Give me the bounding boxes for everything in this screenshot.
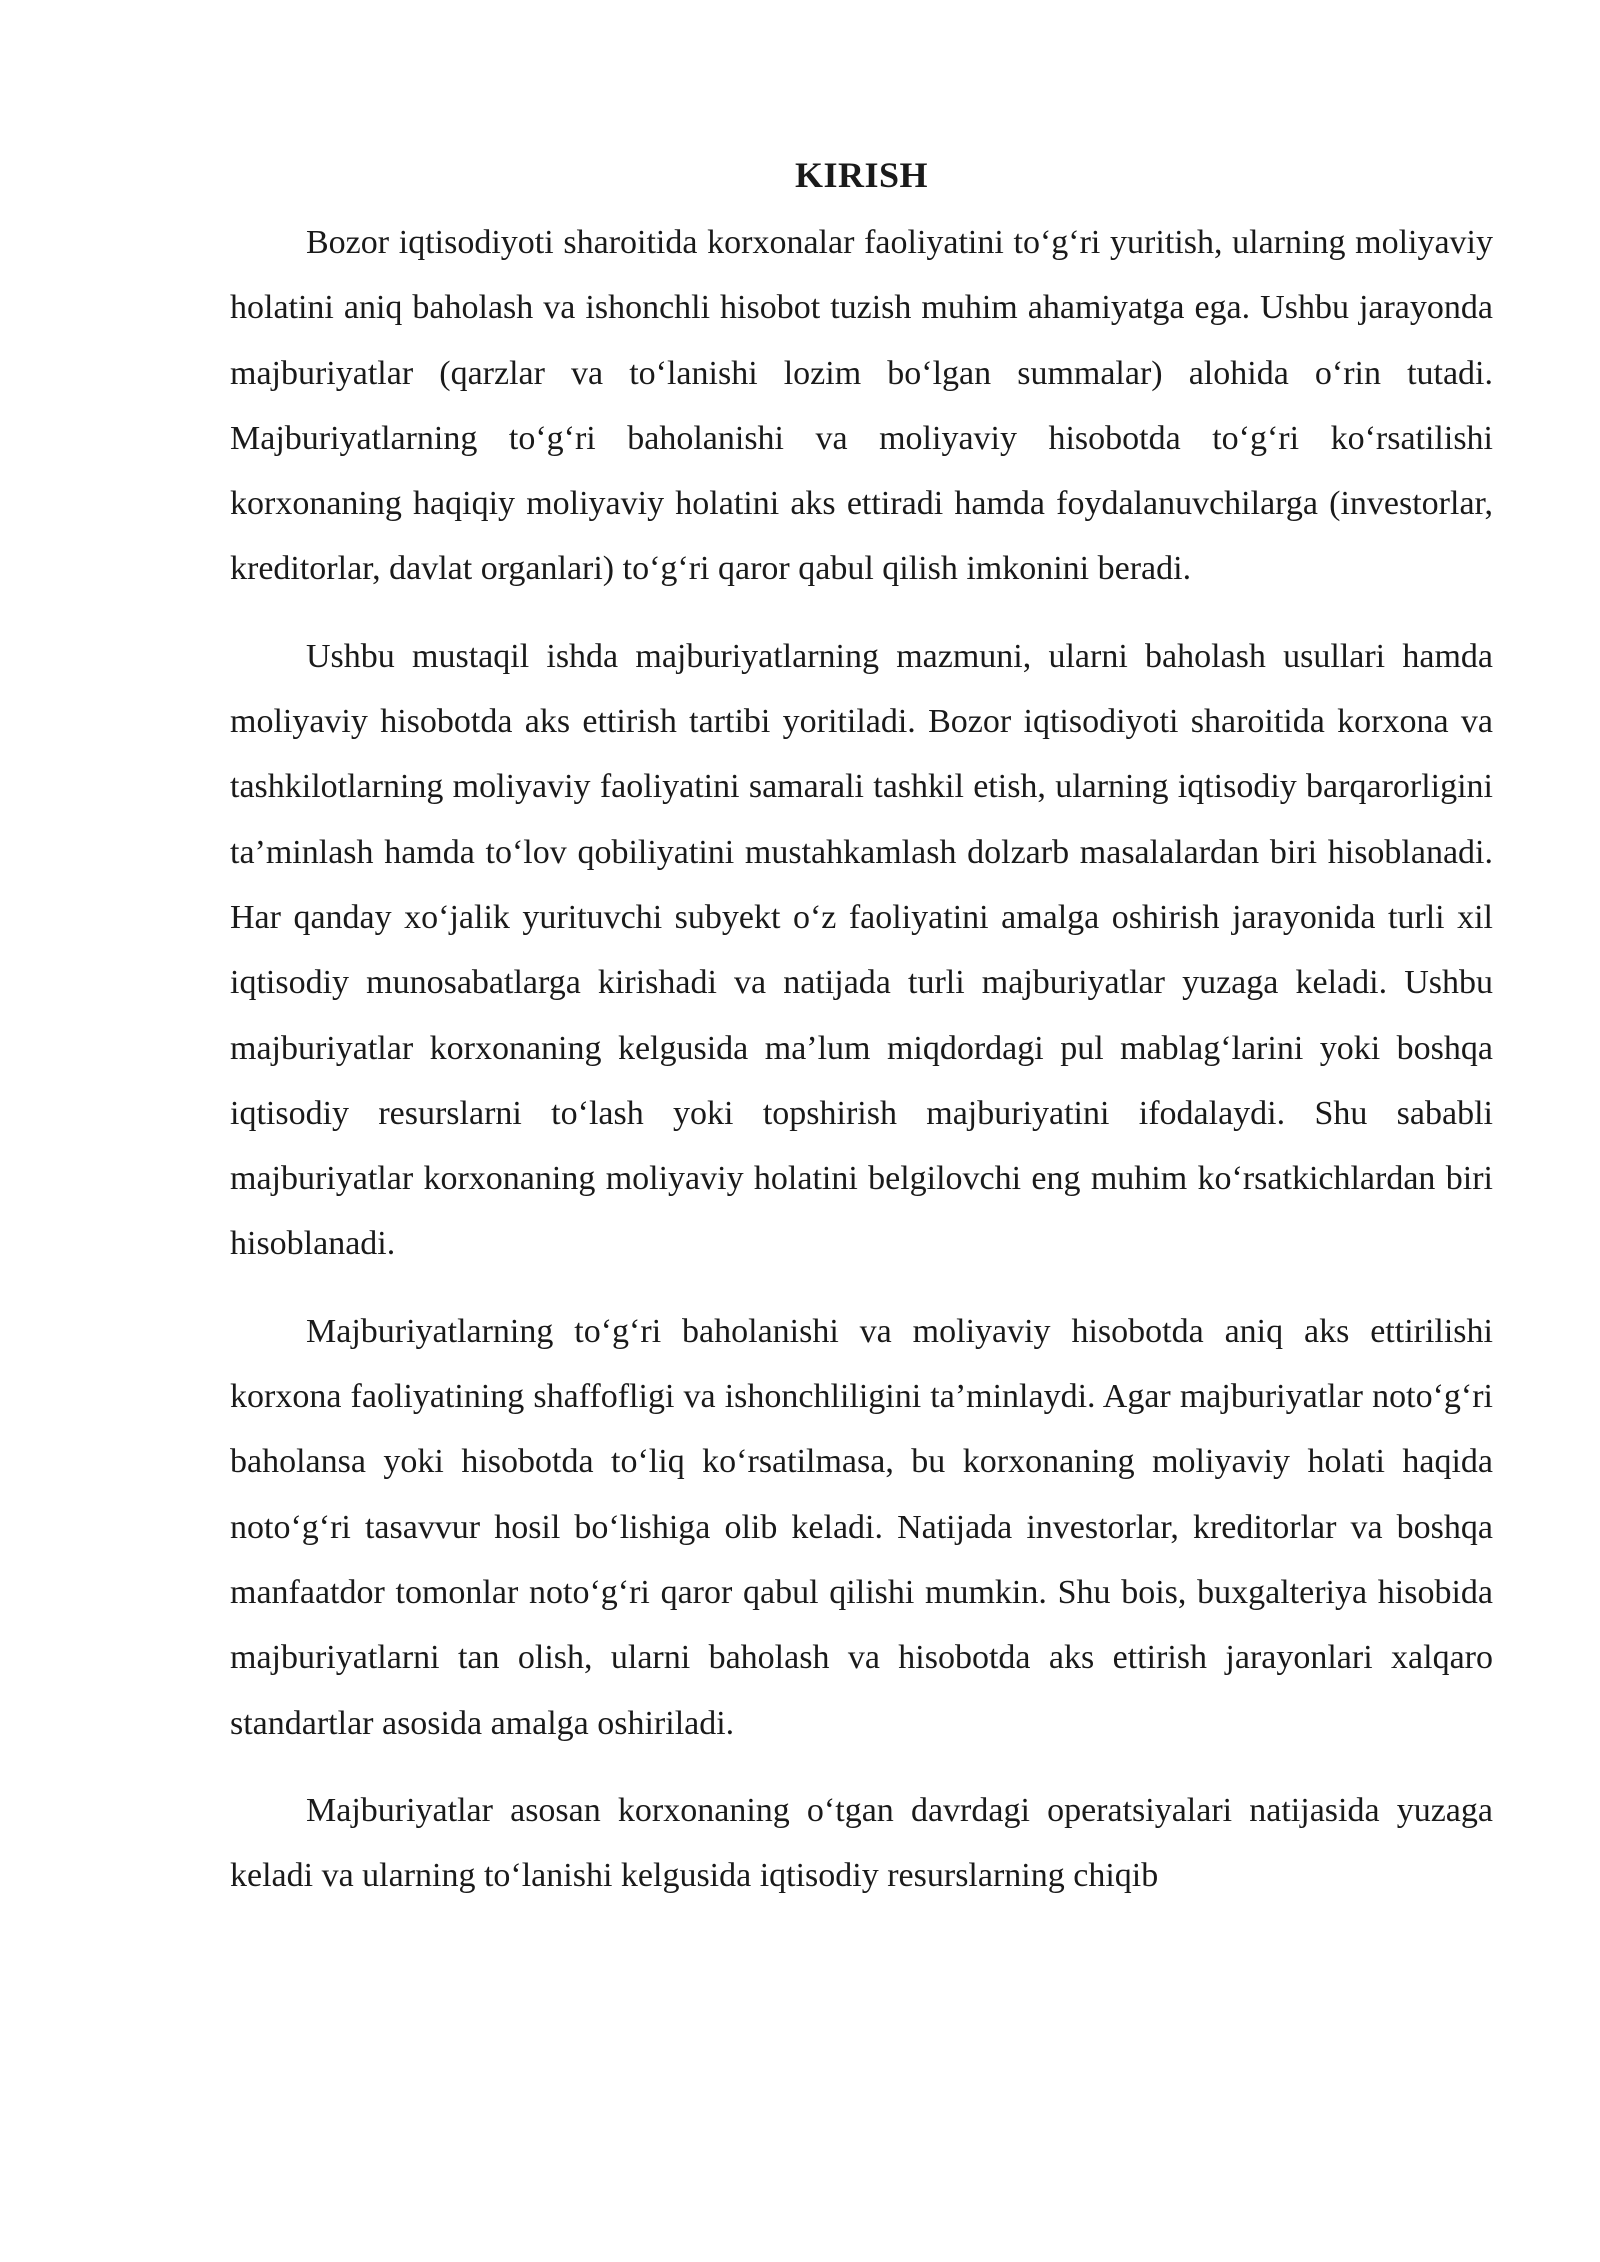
section-title: KIRISH (794, 155, 929, 195)
paragraph-3: Majburiyatlarning to‘g‘ri baholanishi va moliyaviy hisobotda aniq aks ettirilishi korxona faoliyatining shaffofligi va ishonchliligini ta’minlaydi. Agar majburiyatlar noto‘g‘ri baholansa yoki hisobotda to‘liq ko‘rsatilmasa, bu korxonaning moliyaviy holati haqida noto‘g‘ri tasavvur hosil bo‘lishiga olib keladi. Natijada investorlar, kreditorlar va boshqa manfaatdor tomonlar noto‘g‘ri qaror qabul qilishi mumkin. Shu bois, buxgalteriya hisobida majburiyatlarni tan olish, ularni baholash va hisobotda aks ettirish jarayonlari xalqaro standartlar asosida amalga oshiriladi. (230, 1312, 1493, 1742)
paragraph-2: Ushbu mustaqil ishda majburiyatlarning mazmuni, ularni baholash usullari hamda moliyaviy hisobotda aks ettirish tartibi yoritiladi. Bozor iqtisodiyoti sharoitida korxona va tashkilotlarning moliyaviy faoliyatini samarali tashkil etish, ularning iqtisodiy barqarorligini ta’minlash hamda to‘lov qobiliyatini mustahkamlash dolzarb masalalardan biri hisoblanadi. Har qanday xo‘jalik yurituvchi subyekt o‘z faoliyatini amalga oshirish jarayonida turli xil iqtisodiy munosabatlarga kirishadi va natijada turli majburiyatlar yuzaga keladi. Ushbu majburiyatlar korxonaning kelgusida ma’lum miqdordagi pul mablag‘larini yoki boshqa iqtisodiy resurslarni to‘lash yoki topshirish majburiyatini ifodalaydi. Shu sababli majburiyatlar korxonaning moliyaviy holatini belgilovchi eng muhim ko‘rsatkichlardan biri hisoblanadi. (230, 637, 1493, 1263)
document-body (230, 150, 1493, 1908)
paragraph-1: Bozor iqtisodiyoti sharoitida korxonalar faoliyatini to‘g‘ri yuritish, ularning moliyaviy holatini aniq baholash va ishonchli hisobot tuzish muhim ahamiyatga ega. Ushbu jarayonda majburiyatlar (qarzlar va to‘lanishi lozim bo‘lgan summalar) alohida o‘rin tutadi. Majburiyatlarning to‘g‘ri baholanishi va moliyaviy hisobotda to‘g‘ri ko‘rsatilishi korxonaning haqiqiy moliyaviy holatini aks ettiradi hamda foydalanuvchilarga (investorlar, kreditorlar, davlat organlari) to‘g‘ri qaror qabul qilish imkonini beradi. (230, 224, 1493, 588)
paragraph-4: Majburiyatlar asosan korxonaning o‘tgan davrdagi operatsiyalari natijasida yuzaga keladi va ularning to‘lanishi kelgusida iqtisodiy resurslarning chiqib (230, 1791, 1493, 1895)
